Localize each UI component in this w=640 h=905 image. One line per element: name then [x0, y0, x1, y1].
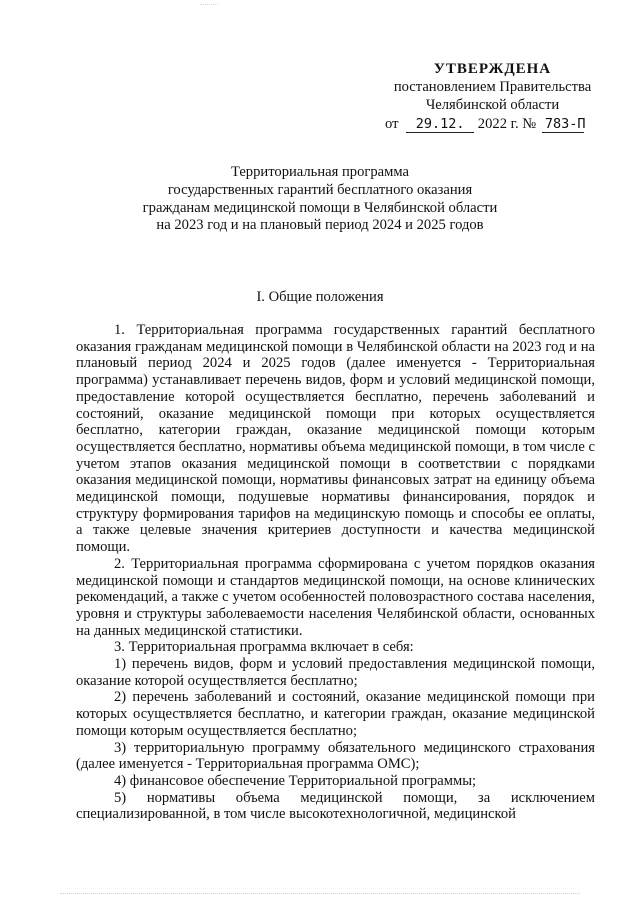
number-value: 783-П: [542, 117, 584, 133]
paragraph: 3. Территориальная программа включает в себя:: [114, 639, 414, 656]
paragraph: 1. Территориальная программа государственных гарантий бесплатного оказания гражданам медицинской помощи в Челябинской области на 2023 год и на плановый период 2024 и 2025 годов (далее именуется - Территориальная программа) устанавливает перечень видов, форм и условий медицинской помощи, предоставление которой осуществляется бесплатно, перечень заболеваний и состояний, оказание медицинской помощи при которых осуществляется бесплатно, категории граждан, оказание медицинской помощи которым осуществляется бесплатно, нормативы объема медицинской помощи, в том числе с учетом этапов оказания медицинской помощи в соответствии с порядками оказания медицинской помощи, нормативы финансовых затрат на единицу объема медицинской помощи, подушевые нормативы финансирования, порядок и структуру формирования тарифов на медицинскую помощь и способы ее оплаты, а также целевые значения критериев доступности и качества медицинской помощи.: [76, 322, 595, 556]
approval-heading: УТВЕРЖДЕНА: [433, 61, 552, 77]
body-text: [76, 322, 595, 823]
paragraph: 3) территориальную программу обязательного медицинского страхования (далее именуется - Территориальная программа ОМС);: [76, 739, 595, 773]
approval-dateline: [385, 115, 600, 133]
scan-artifact: [200, 4, 218, 7]
program-title-line-1: Территориальная программа: [230, 164, 410, 180]
program-title-line-2: государственных гарантий бесплатного оказания: [167, 181, 473, 198]
paragraph: 1) перечень видов, форм и условий предоставления медицинской помощи, оказание которой осуществляется бесплатно;: [76, 656, 595, 689]
date-suffix: 2022 г. №: [477, 116, 537, 132]
approval-stamp: [385, 60, 600, 133]
paragraph: 5) нормативы объема медицинской помощи, за исключением специализированной, в том числе высокотехнологичной, медицинской: [76, 789, 595, 823]
section-heading: I. Общие положения: [256, 289, 384, 305]
date-prefix: от: [385, 116, 399, 132]
program-title: [120, 164, 520, 235]
paragraph: 2) перечень заболеваний и состояний, оказание медицинской помощи при которых осуществляется бесплатно, и категории граждан, оказание медицинской помощи которым осуществляется бесплатно;: [76, 689, 595, 739]
paragraph: 4) финансовое обеспечение Территориальной программы;: [114, 772, 477, 789]
scan-artifact: [60, 893, 580, 896]
program-title-line-4: на 2023 год и на плановый период 2024 и 2025 годов: [156, 217, 484, 234]
program-title-line-3: гражданам медицинской помощи в Челябинской области: [142, 199, 498, 216]
date-value: 29.12.: [406, 117, 474, 133]
approval-line-1: постановлением Правительства: [393, 79, 592, 95]
paragraph: 2. Территориальная программа сформирована с учетом порядков оказания медицинской помощи и стандартов медицинской помощи, на основе клинических рекомендаций, а также с учетом особенностей половозрастного состава населения, уровня и структуры заболеваемости населения Челябинской области, основанных на данных медицинской статистики.: [76, 555, 595, 639]
approval-line-2: Челябинской области: [425, 97, 560, 113]
